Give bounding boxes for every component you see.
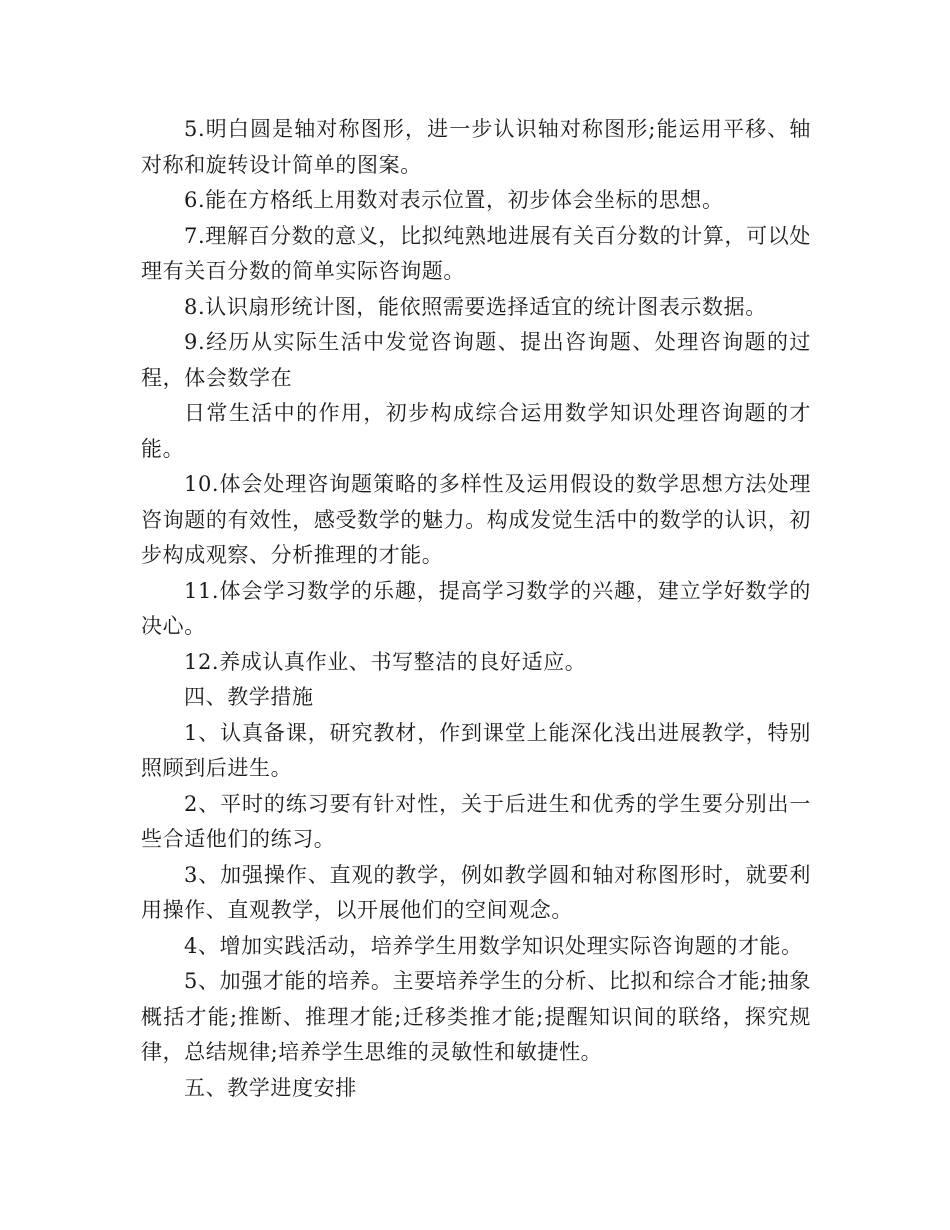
document-body (141, 112, 811, 1106)
paragraph-measure-4: 4、增加实践活动，培养学生用数学知识处理实际咨询题的才能。 (184, 933, 803, 958)
paragraph-measure-3: 3、加强操作、直观的教学，例如教学圆和轴对称图形时，就要利用操作、直观教学，以开展他们的空间观念。 (141, 862, 811, 922)
paragraph-goal-7: 7.理解百分数的意义，比拟纯熟地进展有关百分数的计算，可以处理有关百分数的简单实际咨询题。 (141, 223, 811, 283)
paragraph-goal-10: 10.体会处理咨询题策略的多样性及运用假设的数学思想方法处理咨询题的有效性，感受数学的魅力。构成发觉生活中的数学的认识，初步构成观察、分析推理的才能。 (141, 472, 811, 567)
paragraph-measure-2: 2、平时的练习要有针对性，关于后进生和优秀的学生要分别出一些合适他们的练习。 (141, 791, 811, 851)
paragraph-measure-1: 1、认真备课，研究教材，作到课堂上能深化浅出进展教学，特别照顾到后进生。 (141, 720, 811, 780)
paragraph-goal-9-continued: 日常生活中的作用，初步构成综合运用数学知识处理咨询题的才能。 (141, 401, 811, 461)
paragraph-goal-8: 8.认识扇形统计图，能依照需要选择适宜的统计图表示数据。 (184, 294, 767, 319)
paragraph-goal-12: 12.养成认真作业、书写整洁的良好适应。 (184, 649, 587, 674)
section-heading-schedule: 五、教学进度安排 (184, 1075, 357, 1100)
paragraph-goal-9: 9.经历从实际生活中发觉咨询题、提出咨询题、处理咨询题的过程，体会数学在 (141, 330, 811, 390)
paragraph-goal-5: 5.明白圆是轴对称图形，进一步认识轴对称图形;能运用平移、轴对称和旋转设计简单的图案。 (141, 117, 811, 177)
section-heading-measures: 四、教学措施 (184, 685, 314, 709)
paragraph-goal-11: 11.体会学习数学的乐趣，提高学习数学的兴趣，建立学好数学的决心。 (141, 578, 811, 638)
paragraph-measure-5: 5、加强才能的培养。主要培养学生的分析、比拟和综合才能;抽象概括才能;推断、推理才能;迁移类推才能;提醒知识间的联络，探究规律，总结规律;培养学生思维的灵敏性和敏捷性。 (141, 969, 811, 1064)
paragraph-goal-6: 6.能在方格纸上用数对表示位置，初步体会坐标的思想。 (184, 188, 724, 212)
